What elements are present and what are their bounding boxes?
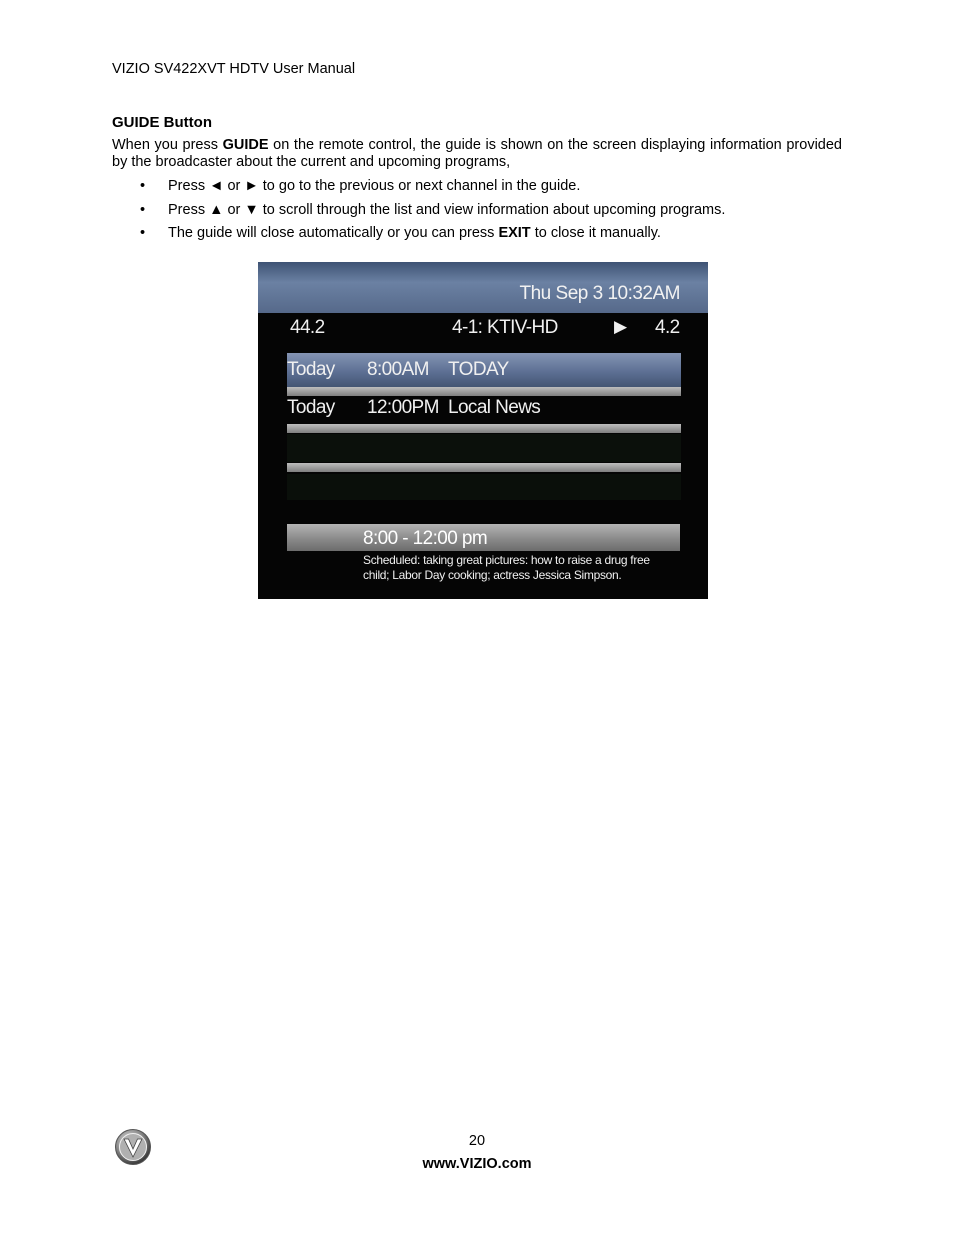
empty-row [287,434,681,462]
bullet-dot: • [140,201,146,218]
list-item [112,202,842,226]
instruction-list [112,178,842,249]
bullet-dot: • [140,178,146,194]
program-day: Today [287,359,335,380]
website-url: www.VIZIO.com [422,1156,532,1172]
list-item-text: Press ▲ or ▼ to scroll through the list and view information about upcoming programs. [168,201,726,218]
next-channel-arrow-icon: ▶ [614,317,627,336]
program-detail-description: Scheduled: taking great pictures: how to raise a drug free child; Labor Day cooking; actress Jessica Simpson. [363,553,650,582]
intro-paragraph [112,137,842,171]
guide-screenshot [258,262,708,599]
program-time: 8:00AM [367,359,429,380]
intro-text-start: When you press [112,137,223,153]
list-item-text-start: The guide will close automatically or you can press [168,225,499,241]
current-channel-name: 4-1: KTIV-HD [452,317,558,338]
intro-text-end: on the remote control, the guide is shown on the screen displaying information provided by the broadcaster about the current and upcoming programs, [112,137,842,170]
bullet-dot: • [140,225,146,241]
exit-keyword: EXIT [498,225,531,241]
manual-header: VIZIO SV422XVT HDTV User Manual [112,61,356,77]
program-title: TODAY [448,359,509,380]
row-divider [287,387,681,396]
previous-channel-number: 44.2 [290,317,325,338]
empty-row [287,474,681,500]
guide-datetime: Thu Sep 3 10:32AM [519,283,680,304]
row-divider [287,463,681,472]
list-item-text-end: to close it manually. [530,225,661,241]
list-item [112,225,842,249]
program-title: Local News [448,397,541,418]
program-detail-time: 8:00 - 12:00 pm [363,528,488,549]
intro-guide-keyword: GUIDE [222,137,269,153]
list-item [112,178,842,202]
next-channel-number: 4.2 [655,317,680,338]
page-number: 20 [468,1133,486,1149]
section-title: GUIDE Button [112,114,212,131]
row-divider [287,424,681,433]
list-item-text: Press ◄ or ► to go to the previous or next channel in the guide. [168,178,581,194]
program-day: Today [287,397,335,418]
program-time: 12:00PM [367,397,439,418]
